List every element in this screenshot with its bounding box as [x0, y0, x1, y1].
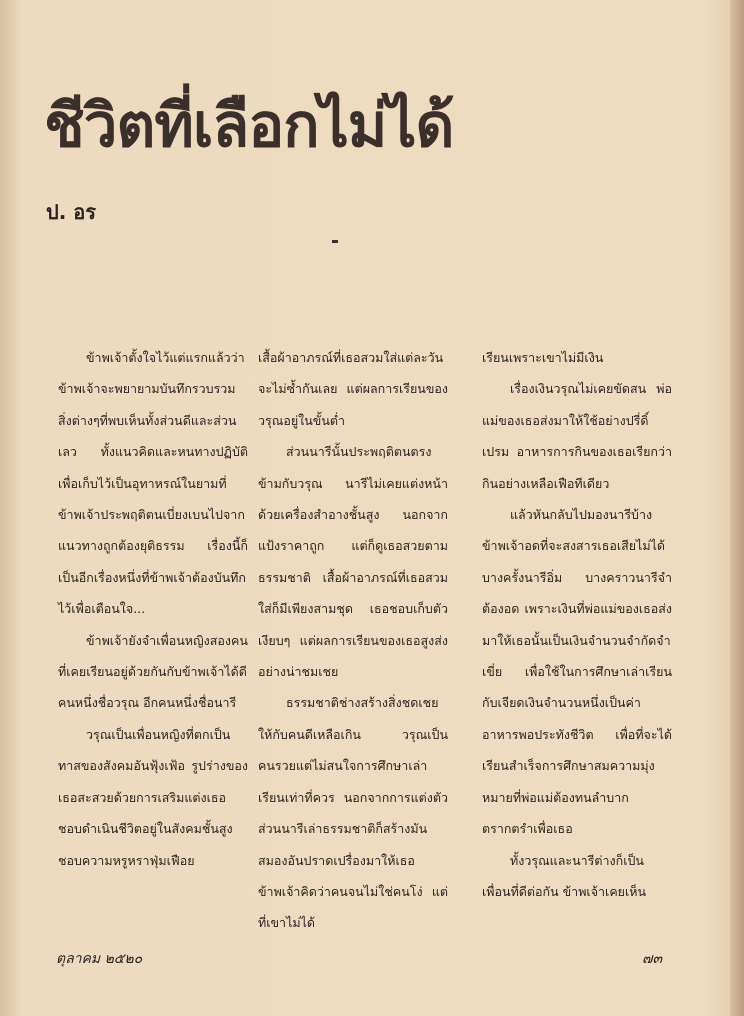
- footer-issue-date: ตุลาคม ๒๕๒๐: [56, 951, 143, 967]
- text-column-2: [258, 342, 448, 939]
- text-column-3: [482, 342, 672, 907]
- page-spine-shadow: [730, 0, 744, 1016]
- paragraph: เสื้อผ้าอาภรณ์ที่เธอสวมใส่แต่ละวันจะไม่ซ้ำกันเลย แต่ผลการเรียนของวรุณอยู่ในขั้นต่ำ: [258, 350, 448, 428]
- paragraph: เรื่องเงินวรุณไม่เคยขัดสน พ่อแม่ของเธอส่งมาให้ใช้อย่างปรี่ดิ์เปรม อาหารการกินของเธอเรียกว่ากินอย่างเหลือเฟือทีเดียว: [482, 381, 672, 491]
- paragraph: ส่วนนารีนั้นประพฤติตนตรงข้ามกับวรุณ นารีไม่เคยแต่งหน้าด้วยเครื่องสำอางชั้นสูง นอกจากแป้งราคาถูก แต่ก็ดูเธอสวยตามธรรมชาติ เสื้อผ้าอาภรณ์ที่เธอสวมใส่ก็มีเพียงสามชุด เธอชอบเก็บตัวเงียบๆ แต่ผลการเรียนของเธอสูงส่งอย่างน่าชมเชย: [258, 444, 448, 680]
- paragraph: ธรรมชาติช่างสร้างสิ่งชดเชยให้กับคนดีเหลือเกิน วรุณเป็นคนรวยแต่ไม่สนใจการศึกษาเล่าเรียนเท่าที่ควร นอกจากการแต่งตัว ส่วนนารีเล่าธรรมชาติก็สร้างมันสมองอันปราดเปรื่องมาให้เธอ ข้าพเจ้าคิดว่าคนจนไม่ใช่คนโง่ แต่ที่เขาไม่ได้: [258, 695, 448, 931]
- paragraph: เรียนเพราะเขาไม่มีเงิน: [482, 350, 604, 365]
- paragraph: ข้าพเจ้าตั้งใจไว้แต่แรกแล้วว่า ข้าพเจ้าจะพยายามบันทึกรวบรวมสิ่งต่างๆที่พบเห็นทั้งส่วนดีและส่วนเลว ทั้งแนวคิดและหนทางปฏิบัติ เพื่อเก็บไว้เป็นอุทาหรณ์ในยามที่ข้าพเจ้าประพฤติตนเบี่ยงเบนไปจากแนวทางถูกต้องยุติธรรม เรื่องนี้ก็เป็นอีกเรื่องหนึ่งที่ข้าพเจ้าต้องบันทึกไว้เพื่อเตือนใจ...: [58, 350, 248, 617]
- footer-page-number: ๗๓: [642, 951, 663, 967]
- paragraph: วรุณเป็นเพื่อนหญิงที่ตกเป็นทาสของสังคมอันฟุ้งเฟ้อ รูปร่างของเธอสะสวยด้วยการเสริมแต่งเธอชอบดำเนินชีวิตอยู่ในสังคมชั้นสูง ชอบความหรูหราฟุ่มเฟือย: [58, 726, 248, 868]
- article-title: ชีวิตที่เลือกไม่ได้: [44, 91, 454, 161]
- text-column-1: [58, 342, 248, 876]
- decorative-dash: [332, 240, 338, 243]
- paragraph: ทั้งวรุณและนารีต่างก็เป็นเพื่อนที่ดีต่อกัน ข้าพเจ้าเคยเห็น: [482, 852, 647, 899]
- paragraph: แล้วหันกลับไปมองนารีบ้าง ข้าพเจ้าอดที่จะสงสารเธอเสียไม่ได้ บางครั้งนารีอิ่ม บางคราวนารีจำต้องอด เพราะเงินที่พ่อแม่ของเธอส่งมาให้เธอนั้นเป็นเงินจำนวนจำกัดจำเขี่ย เพื่อใช้ในการศึกษาเล่าเรียน กับเจียดเงินจำนวนหนึ่งเป็นค่าอาหารพอประทังชีวิต เพื่อที่จะได้เรียนสำเร็จการศึกษาสมความมุ่งหมายที่พ่อแม่ต้องทนลำบากตรากตรำเพื่อเธอ: [482, 507, 672, 837]
- article-author: ป. อร: [46, 200, 97, 224]
- paragraph: ข้าพเจ้ายังจำเพื่อนหญิงสองคนที่เคยเรียนอยู่ด้วยกันกับข้าพเจ้าได้ดี คนหนึ่งชื่อวรุณ อีกคนหนึ่งชื่อนารี: [58, 632, 248, 711]
